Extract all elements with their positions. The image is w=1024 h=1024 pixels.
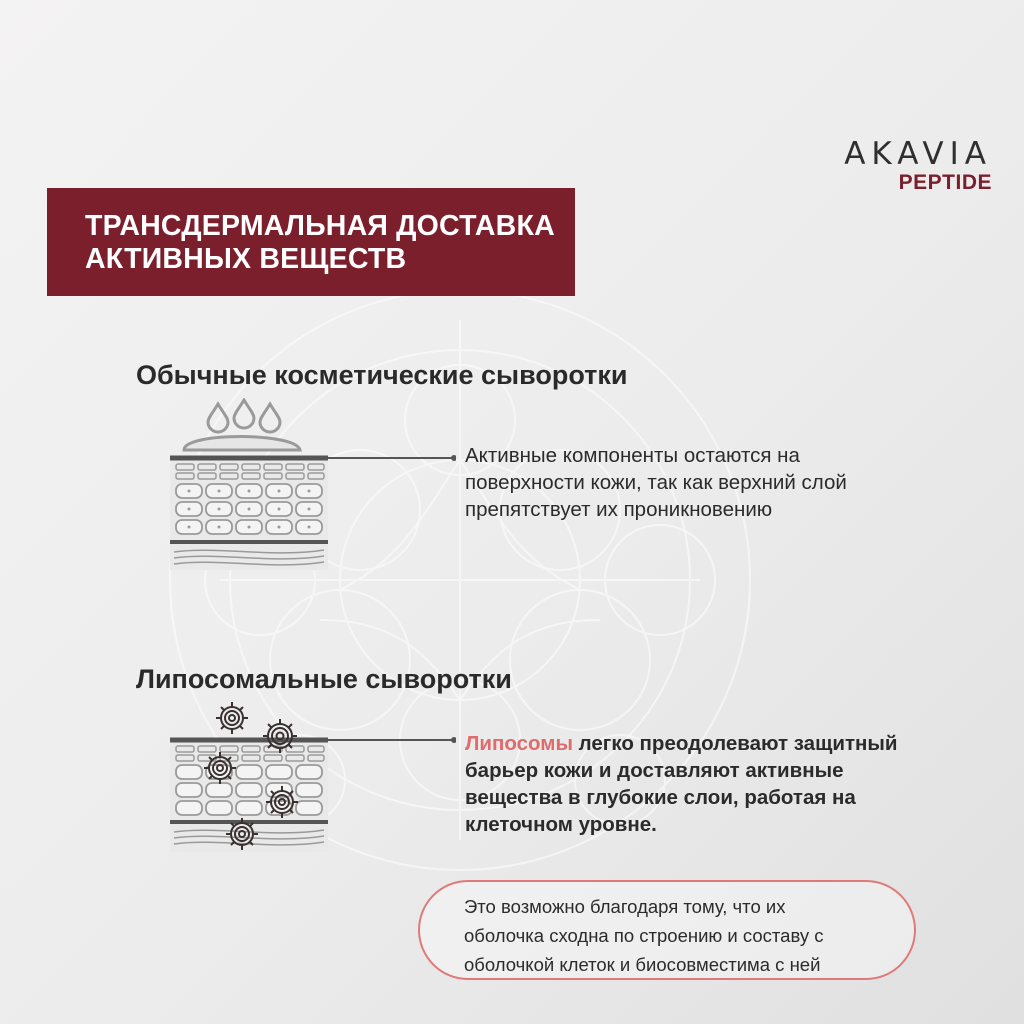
skin-layers-with-droplets-icon xyxy=(166,398,456,578)
regular-serums-description-line-1: Активные компоненты остаются на xyxy=(465,444,800,467)
liposomal-serums-description-line-4: клеточном уровне. xyxy=(465,813,657,836)
liposomal-serums-description-line-3: вещества в глубокие слои, работая на xyxy=(465,786,856,809)
note-line-3: оболочкой клеток и биосовместима с ней xyxy=(464,954,821,975)
brand-subtitle: PEPTIDE xyxy=(898,171,992,194)
regular-serums-description-line-2: поверхности кожи, так как верхний слой xyxy=(465,471,847,494)
section-heading-regular-serums: Обычные косметические сыворотки xyxy=(136,360,628,390)
title-line-1: ТРАНСДЕРМАЛЬНАЯ ДОСТАВКА xyxy=(85,210,555,242)
section-heading-liposomal-serums: Липосомальные сыворотки xyxy=(136,664,512,694)
liposomal-description-first-rest: легко преодолевают защитный xyxy=(572,732,898,755)
liposomal-serums-description xyxy=(465,730,915,838)
brand-name: AKAVIA xyxy=(844,136,992,172)
regular-serums-description-line-3: препятствует их проникновению xyxy=(465,498,773,521)
note-box xyxy=(418,880,916,980)
title-line-2: АКТИВНЫХ ВЕЩЕСТВ xyxy=(85,243,407,275)
regular-serums-description xyxy=(465,442,915,523)
skin-layers-with-liposomes-icon xyxy=(166,698,456,858)
liposomes-accent-word: Липосомы xyxy=(465,732,573,755)
liposomal-serums-description-line-1 xyxy=(465,730,915,757)
brand-logo xyxy=(844,136,992,194)
liposomal-serums-description-line-2: барьер кожи и доставляют активные xyxy=(465,759,844,782)
title-banner xyxy=(47,188,575,296)
note-line-1: Это возможно благодаря тому, что их xyxy=(464,896,786,917)
note-line-2: оболочка сходна по строению и составу с xyxy=(464,925,824,946)
